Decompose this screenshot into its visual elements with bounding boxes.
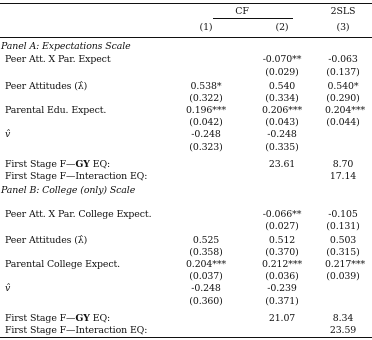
row-label: Parental College Expect. [5,259,121,270]
cell: (0.335) [265,142,299,153]
cell: (0.029) [265,67,299,78]
row-label: Parental Edu. Expect. [5,105,107,116]
cell: (0.037) [189,271,223,282]
cell: 0.503 [329,235,357,246]
first-stage-gy-label: First Stage F—GY EQ: [5,313,111,324]
header-rule [0,37,372,38]
cell: (0.044) [326,117,360,128]
cell: (0.370) [265,247,299,258]
row-label: v̂ [5,129,11,140]
cell: (0.290) [326,93,360,104]
cf-underline [213,18,293,19]
cell: 8.34 [332,313,354,324]
header-col3: (3) [336,22,350,33]
first-stage-interaction-label: First Stage F—Interaction EQ: [5,325,148,336]
row-label: Peer Attitudes (λ̂) [5,81,88,92]
cell: -0.063 [328,54,358,65]
cell: -0.248 [267,129,297,140]
cell: (0.043) [265,117,299,128]
cell: 0.512 [268,235,296,246]
row-label: Peer Att. X Par. College Expect. [5,209,152,220]
cell: (0.360) [189,296,223,307]
cell: (0.358) [189,247,223,258]
cell: (0.042) [189,117,223,128]
cell: 0.204*** [324,105,366,116]
cell: 0.196*** [185,105,227,116]
cell: (0.334) [265,93,299,104]
cell: 0.212*** [261,259,303,270]
header-2sls: 2SLS [330,6,356,17]
cell: (0.137) [326,67,360,78]
cell: -0.105 [328,209,358,220]
bottom-rule [0,337,372,338]
cell: 0.206*** [261,105,303,116]
cell: 0.538* [190,81,222,92]
row-label: Peer Attitudes (λ̂) [5,235,88,246]
top-rule [0,3,372,4]
first-stage-gy-label: First Stage F—GY EQ: [5,159,111,170]
header-cf: CF [235,6,249,17]
cell: (0.131) [326,221,360,232]
row-label: v̂ [5,283,11,294]
first-stage-interaction-label: First Stage F—Interaction EQ: [5,171,148,182]
cell: 8.70 [332,159,354,170]
header-col1: (1) [199,22,213,33]
cell: (0.036) [265,271,299,282]
cell: 0.540 [268,81,296,92]
cell: (0.315) [326,247,360,258]
cell: -0.070** [262,54,302,65]
header-col2: (2) [275,22,289,33]
cell: 23.61 [268,159,296,170]
cell: -0.066** [262,209,302,220]
cell: (0.323) [189,142,223,153]
cell: 0.525 [192,235,220,246]
cell: -0.239 [267,283,297,294]
cell: 21.07 [268,313,296,324]
cell: (0.322) [189,93,223,104]
cell: 17.14 [329,171,357,182]
cell: (0.371) [265,296,299,307]
cell: 0.204*** [185,259,227,270]
cell: (0.027) [265,221,299,232]
panel-a-title: Panel A: Expectations Scale [1,41,131,52]
cell: -0.248 [191,129,221,140]
cell: 0.540* [327,81,359,92]
cell: -0.248 [191,283,221,294]
cell: 23.59 [329,325,357,336]
cell: 0.217*** [324,259,366,270]
row-label: Peer Att. X Par. Expect [5,54,111,65]
panel-b-title: Panel B: College (only) Scale [1,185,136,196]
cell: (0.039) [326,271,360,282]
